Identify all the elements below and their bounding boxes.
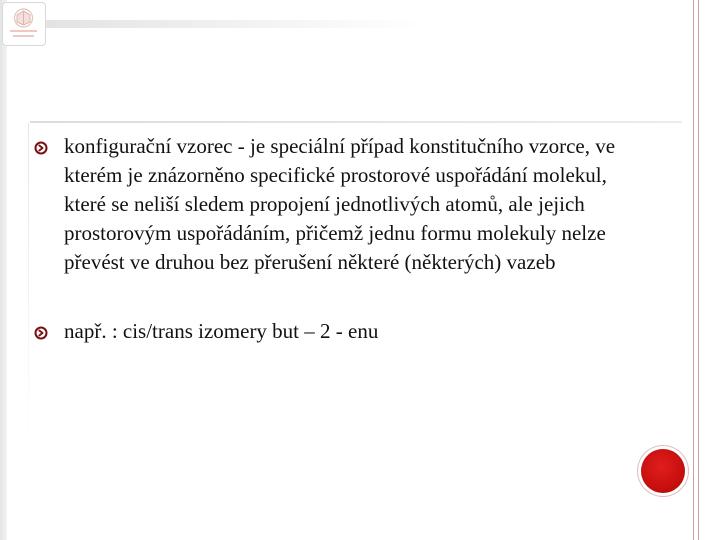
list-item xyxy=(34,317,624,346)
right-frame-line xyxy=(698,0,699,540)
right-frame-line xyxy=(693,0,694,540)
circle-arrow-bullet-icon xyxy=(34,326,48,340)
red-circle-decoration xyxy=(641,449,685,493)
list-item xyxy=(34,132,624,277)
bullet-text: např. : cis/trans izomery but – 2 - enu xyxy=(64,319,379,343)
bullet-list xyxy=(34,132,624,346)
title-divider xyxy=(30,121,682,123)
bullet-text: konfigurační vzorec - je speciální případ konstitučního vzorce, ve kterém je znázorněno specifické prostorové uspořádání molekul, které se neliší sledem propojení jednotlivých atomů, ale jejich prostorovým uspořádáním, přičemž jednu formu molekuly nelze převést ve druhou bez přerušení některé (některých) vazeb xyxy=(64,134,616,274)
left-decor-bar xyxy=(0,0,7,540)
emblem-icon xyxy=(3,3,44,44)
left-divider xyxy=(28,123,29,453)
circle-arrow-bullet-icon xyxy=(34,141,48,155)
header-shadow xyxy=(46,20,426,28)
logo xyxy=(2,2,46,46)
